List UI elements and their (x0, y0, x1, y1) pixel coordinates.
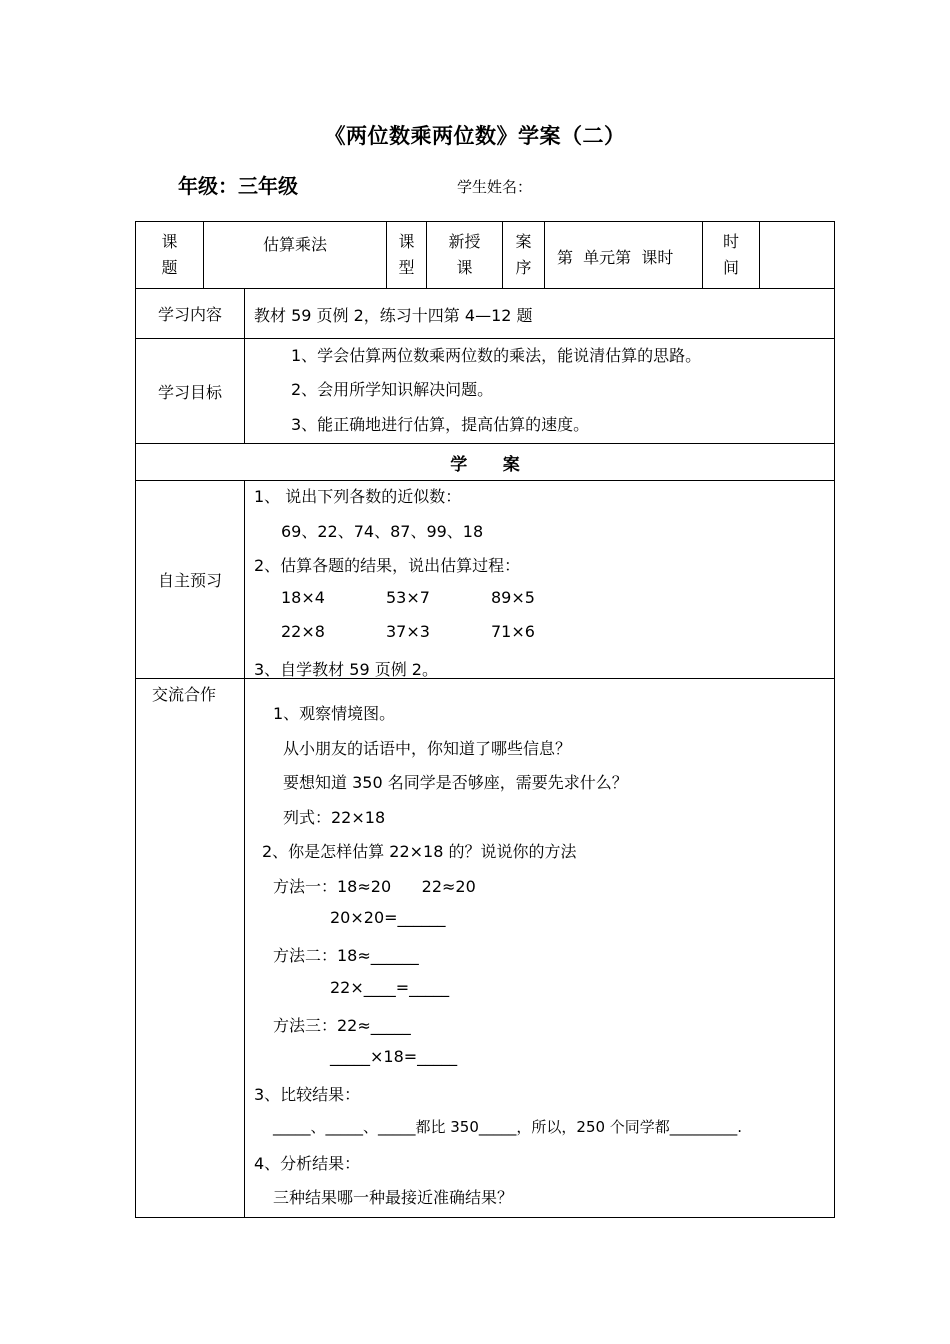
preview-row (136, 481, 834, 679)
section-heading: 学 案 (450, 454, 520, 475)
time-label-bottom: 间 (722, 258, 739, 277)
content-value: 教材 59 页例 2，练习十四第 4—12 题 (254, 306, 533, 325)
estimate-item: 89×5 (491, 588, 535, 607)
type-label-top: 课 (398, 232, 415, 251)
goal-item: 1、学会估算两位数乘两位数的乘法，能说清估算的思路。 (291, 346, 702, 365)
goal-item: 3、能正确地进行估算，提高估算的速度。 (291, 415, 590, 434)
cooperate-line: 列式：22×18 (283, 808, 386, 827)
goal-item: 2、会用所学知识解决问题。 (291, 380, 494, 399)
plan-label-bottom: 序 (515, 258, 532, 277)
subject-value-cell (204, 222, 387, 288)
header-row (136, 222, 834, 289)
preview-question-3: 3、自学教材 59 页例 2。 (254, 660, 438, 679)
type-label-cell (387, 222, 427, 288)
cooperate-line: 要想知道 350 名同学是否够座，需要先求什么？ (283, 773, 628, 792)
cooperate-line: 三种结果哪一种最接近准确结果？ (273, 1188, 514, 1207)
type-value-bottom: 课 (456, 258, 473, 277)
estimate-item: 53×7 (386, 588, 430, 607)
subject-label-cell (136, 222, 204, 288)
subject-label-bottom: 题 (161, 258, 178, 277)
preview-numbers: 69、22、74、87、99、18 (281, 522, 484, 541)
type-value-cell (427, 222, 503, 288)
preview-label: 自主预习 (136, 481, 245, 678)
goals-label: 学习目标 (136, 339, 245, 443)
plan-label-cell (503, 222, 545, 288)
content-value-cell (245, 289, 834, 338)
cooperate-line: _____、_____、_____都比 350_____，所以，250 个同学都_________. (273, 1118, 743, 1136)
cooperate-line: 方法三：22≈_____ (273, 1016, 411, 1035)
cooperate-line: _____×18=_____ (330, 1047, 458, 1066)
document-title: 《两位数乘两位数》学案（二） (324, 124, 626, 148)
subject-value: 估算乘法 (262, 235, 327, 254)
student-name-label: 学生姓名： (457, 178, 533, 196)
cooperate-label: 交流合作 (152, 685, 217, 704)
estimate-item: 22×8 (281, 622, 325, 641)
estimate-item: 18×4 (281, 588, 325, 607)
type-label-bottom: 型 (398, 258, 415, 277)
cooperate-row (136, 679, 834, 1217)
cooperate-line: 2、你是怎样估算 22×18 的？说说你的方法 (262, 842, 577, 861)
lesson-plan-table (135, 221, 835, 1218)
cooperate-label-cell (136, 679, 245, 1217)
cooperate-line: 20×20=______ (330, 908, 446, 927)
preview-question-2: 2、估算各题的结果，说出估算过程： (254, 556, 521, 575)
cooperate-line: 22×____=_____ (330, 978, 450, 997)
estimate-item: 37×3 (386, 622, 430, 641)
estimate-item: 71×6 (491, 622, 535, 641)
cooperate-line: 4、分析结果： (254, 1154, 361, 1173)
subject-label-top: 课 (161, 232, 178, 251)
cooperate-cell (245, 679, 834, 1217)
grade-label: 年级：三年级 (178, 174, 298, 198)
content-label: 学习内容 (136, 289, 245, 338)
cooperate-line: 3、比较结果： (254, 1085, 361, 1104)
time-value-cell (760, 222, 834, 288)
section-heading-row (136, 444, 834, 481)
preview-cell (245, 481, 834, 678)
type-value-top: 新授 (448, 232, 481, 251)
time-label-top: 时 (722, 232, 739, 251)
content-row (136, 289, 834, 339)
goals-cell (245, 339, 834, 443)
cooperate-line: 从小朋友的话语中，你知道了哪些信息？ (283, 739, 572, 758)
goals-row (136, 339, 834, 444)
plan-label-top: 案 (515, 232, 532, 251)
preview-question-1: 1、 说出下列各数的近似数： (254, 487, 462, 506)
cooperate-line: 方法一：18≈20 22≈20 (273, 877, 476, 896)
unit-cell (545, 222, 703, 288)
cooperate-line: 1、观察情境图。 (273, 704, 396, 723)
time-label-cell (703, 222, 760, 288)
cooperate-line: 方法二：18≈______ (273, 946, 419, 965)
unit-text: 第 单元第 课时 (557, 248, 674, 267)
